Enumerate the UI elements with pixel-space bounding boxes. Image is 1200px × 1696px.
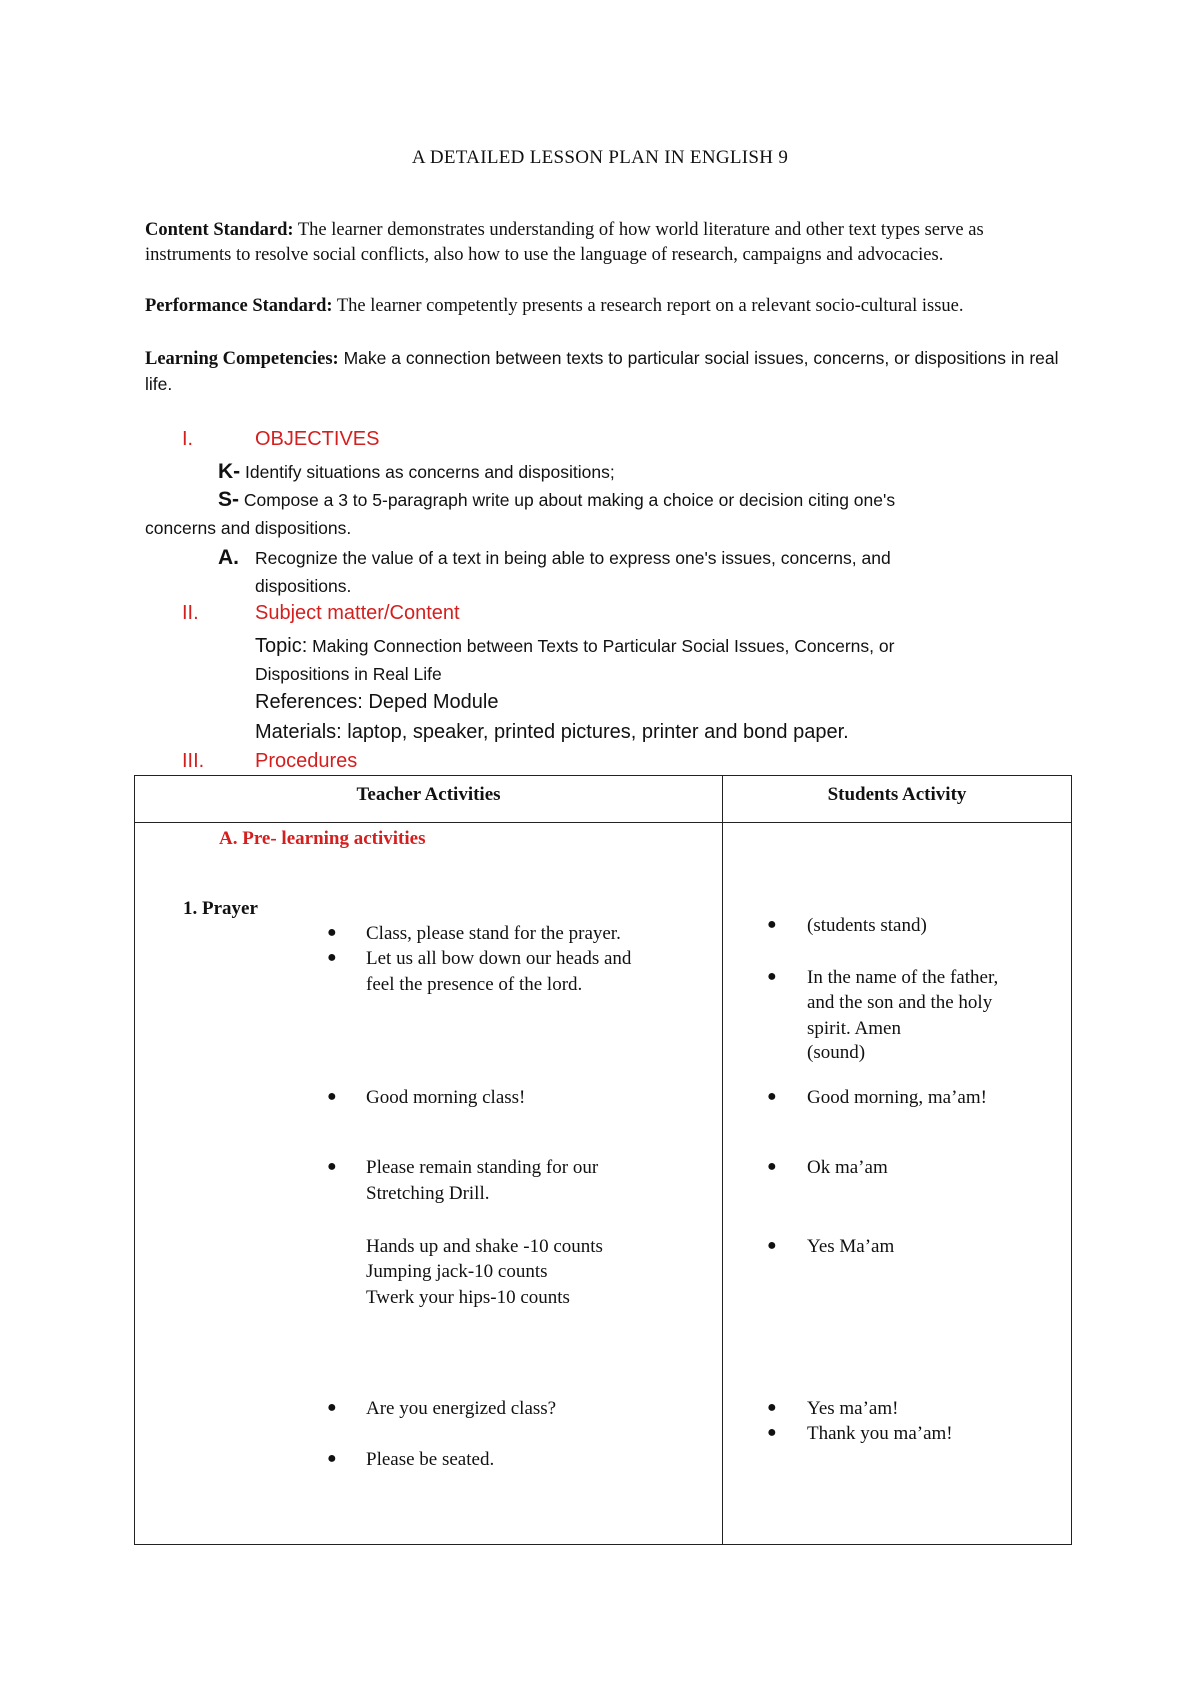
bullet: ● xyxy=(767,1088,777,1105)
topic-line-2: Dispositions in Real Life xyxy=(255,664,442,684)
student-item: (sound) xyxy=(807,1042,866,1063)
procedures-number: III. xyxy=(182,750,205,772)
subject-heading: Subject matter/Content xyxy=(255,602,460,624)
teacher-item: Jumping jack-10 counts xyxy=(366,1261,548,1282)
bullet: ● xyxy=(327,1450,337,1467)
teacher-item: feel the presence of the lord. xyxy=(366,974,583,995)
performance-standard-label: Performance Standard: xyxy=(145,296,333,316)
learning-competencies xyxy=(145,346,1075,398)
teacher-item: Please be seated. xyxy=(366,1449,495,1470)
bullet: ● xyxy=(327,1399,337,1416)
bullet: ● xyxy=(327,924,337,941)
student-item: and the son and the holy xyxy=(807,992,993,1013)
teacher-item: Good morning class! xyxy=(366,1087,526,1108)
objective-s xyxy=(218,486,895,514)
student-item: Yes Ma’am xyxy=(807,1236,895,1257)
content-standard-text: The learner demonstrates understanding of how world literature and other text types serve as instruments to resolve social conflicts, also how to use the language of research, campaigns and advocacies. xyxy=(145,220,984,265)
objectives-heading: OBJECTIVES xyxy=(255,428,380,450)
teacher-item: Class, please stand for the prayer. xyxy=(366,923,621,944)
learning-competencies-label: Learning Competencies: xyxy=(145,349,339,369)
bullet: ● xyxy=(767,1399,777,1416)
section-a-heading: A. Pre- learning activities xyxy=(219,828,426,849)
objective-k-text: Identify situations as concerns and dispositions; xyxy=(240,462,615,482)
content-standard xyxy=(145,218,1065,268)
bullet: ● xyxy=(767,916,777,933)
performance-standard xyxy=(145,294,1065,319)
teacher-activities-header: Teacher Activities xyxy=(356,784,501,805)
objective-k xyxy=(218,458,615,486)
teacher-item: Are you energized class? xyxy=(366,1398,557,1419)
bullet: ● xyxy=(327,1158,337,1175)
bullet: ● xyxy=(767,1237,777,1254)
prayer-heading: 1. Prayer xyxy=(183,898,258,919)
objectives-number: I. xyxy=(182,428,194,450)
student-item: In the name of the father, xyxy=(807,967,999,988)
teacher-item: Twerk your hips-10 counts xyxy=(366,1287,570,1308)
student-item: (students stand) xyxy=(807,915,927,936)
learning-competencies-text: Make a connection between texts to particular social issues, concerns, or dispositions in real life. xyxy=(145,348,1059,394)
topic-text-1: Making Connection between Texts to Particular Social Issues, Concerns, or xyxy=(307,636,895,656)
student-item: spirit. Amen xyxy=(807,1018,901,1039)
student-item: Good morning, ma’am! xyxy=(807,1087,987,1108)
table-column-divider xyxy=(722,776,723,1544)
objective-a-text-2: dispositions. xyxy=(255,576,352,596)
procedures-heading: Procedures xyxy=(255,750,358,772)
student-item: Thank you ma’am! xyxy=(807,1423,953,1444)
teacher-item: Please remain standing for our xyxy=(366,1157,599,1178)
objective-s-marker: S- xyxy=(218,488,239,511)
objective-k-marker: K- xyxy=(218,460,241,483)
objective-a-marker: A. xyxy=(218,546,239,569)
student-item: Yes ma’am! xyxy=(807,1398,899,1419)
table-header-divider xyxy=(135,822,1071,823)
topic-label: Topic: xyxy=(255,635,308,657)
bullet: ● xyxy=(327,949,337,966)
objective-s-text-1: Compose a 3 to 5-paragraph write up about making a choice or decision citing one's xyxy=(239,490,896,510)
teacher-item: Stretching Drill. xyxy=(366,1183,490,1204)
students-activity-header: Students Activity xyxy=(827,784,967,805)
materials: Materials: laptop, speaker, printed pictures, printer and bond paper. xyxy=(255,721,849,743)
references: References: Deped Module xyxy=(255,691,499,713)
subject-number: II. xyxy=(182,602,199,624)
student-item: Ok ma’am xyxy=(807,1157,888,1178)
bullet: ● xyxy=(327,1088,337,1105)
document-title: A DETAILED LESSON PLAN IN ENGLISH 9 xyxy=(411,147,789,168)
topic-line-1 xyxy=(255,632,894,660)
content-standard-label: Content Standard: xyxy=(145,220,294,240)
performance-standard-text: The learner competently presents a research report on a relevant socio-cultural issue. xyxy=(332,296,964,316)
activities-table xyxy=(134,775,1072,1545)
bullet: ● xyxy=(767,968,777,985)
bullet: ● xyxy=(767,1424,777,1441)
objective-a-text-1: Recognize the value of a text in being able to express one's issues, concerns, and xyxy=(255,548,891,568)
objective-s-text-2: concerns and dispositions. xyxy=(145,518,352,538)
teacher-item: Let us all bow down our heads and xyxy=(366,948,632,969)
bullet: ● xyxy=(767,1158,777,1175)
teacher-item: Hands up and shake -10 counts xyxy=(366,1236,603,1257)
